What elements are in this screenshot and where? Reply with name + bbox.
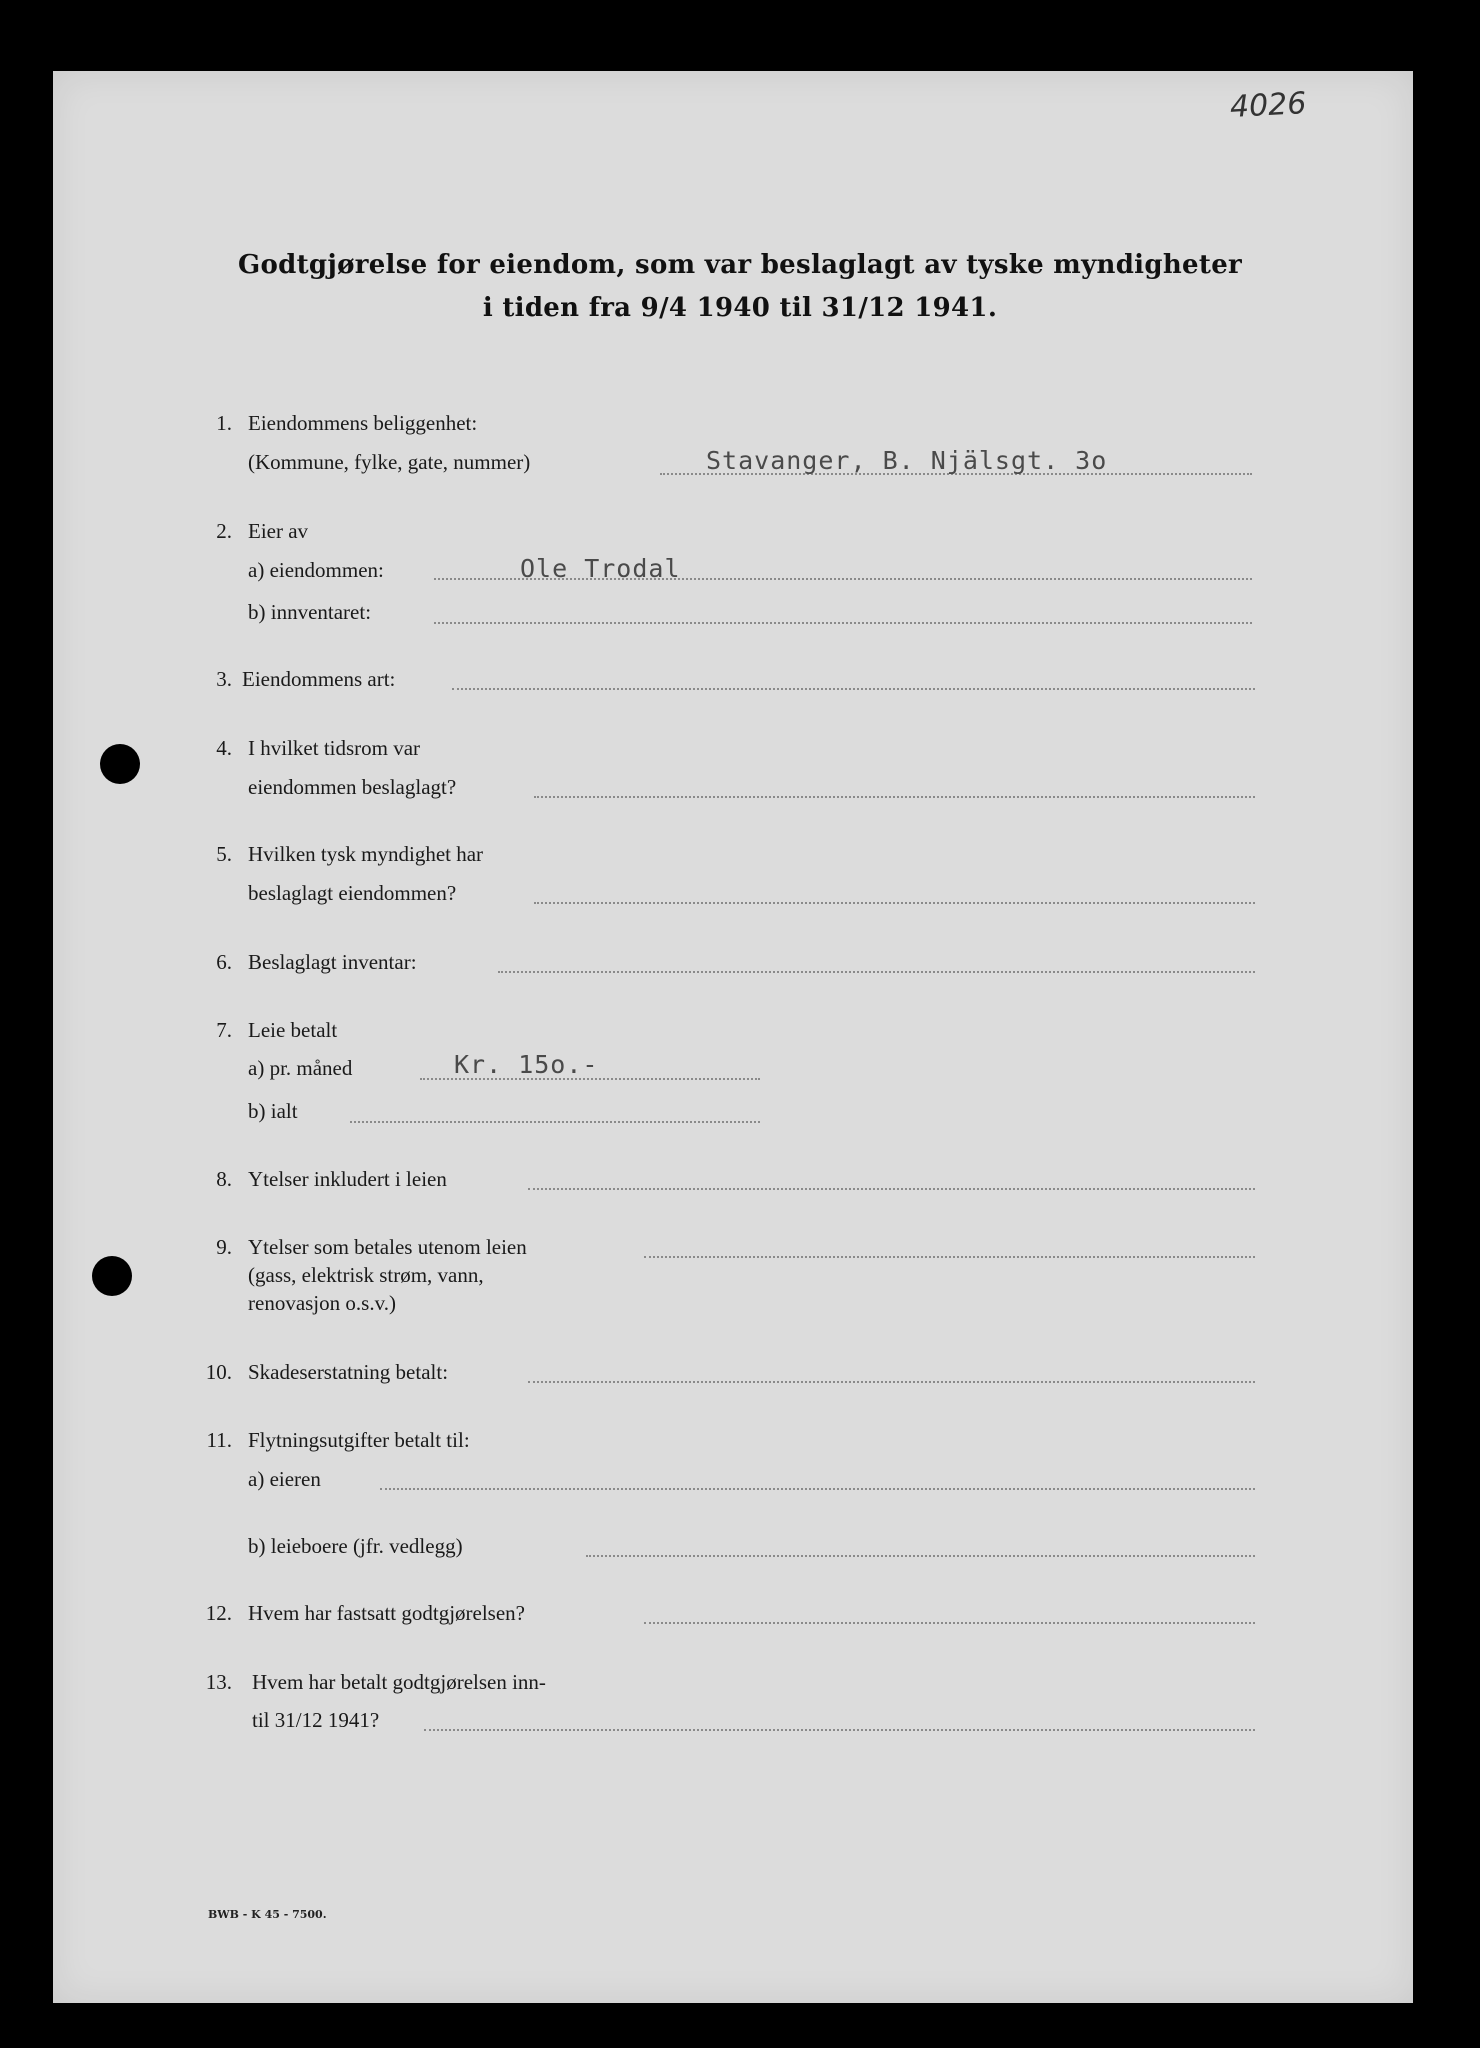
item-10-number: 10. xyxy=(205,1360,232,1384)
item-3-answer-line xyxy=(452,688,1255,690)
item-4-label: I hvilket tidsrom var xyxy=(248,736,421,760)
item-6-answer-line xyxy=(498,971,1255,973)
item-3-number: 3. xyxy=(216,667,232,691)
form-title-line2: i tiden fra 9/4 1940 til 31/12 1941. xyxy=(482,293,998,323)
item-10-label: Skadeserstatning betalt: xyxy=(248,1360,449,1384)
item-11b-answer-line xyxy=(586,1555,1255,1557)
item-4-answer-line xyxy=(534,796,1255,798)
item-3-label: Eiendommens art: xyxy=(242,667,396,691)
punch-hole-top xyxy=(100,744,140,784)
item-6-label: Beslaglagt inventar: xyxy=(248,950,417,974)
item-5-sublabel: beslaglagt eiendommen? xyxy=(248,881,457,905)
item-13-sublabel: til 31/12 1941? xyxy=(252,1708,380,1732)
item-4-sublabel: eiendommen beslaglagt? xyxy=(248,775,457,799)
item-1-number: 1. xyxy=(216,411,232,435)
item-8-label: Ytelser inkludert i leien xyxy=(248,1167,447,1191)
item-2b-label: b) innventaret: xyxy=(248,600,372,624)
item-11-label: Flytningsutgifter betalt til: xyxy=(248,1428,470,1452)
item-5-label: Hvilken tysk myndighet har xyxy=(248,842,484,866)
item-11-number: 11. xyxy=(206,1428,232,1452)
item-8-number: 8. xyxy=(216,1167,232,1191)
item-7b-label: b) ialt xyxy=(248,1099,298,1123)
item-10-answer-line xyxy=(528,1381,1255,1383)
item-9-number: 9. xyxy=(216,1235,232,1259)
item-2-label: Eier av xyxy=(248,519,309,543)
item-9-sublabel-2: renovasjon o.s.v.) xyxy=(248,1291,396,1315)
item-2a-answer: Ole Trodal xyxy=(520,554,681,583)
item-2a-label: a) eiendommen: xyxy=(248,558,384,582)
item-2-number: 2. xyxy=(216,519,232,543)
item-1-answer: Stavanger, B. Njälsgt. 3o xyxy=(706,446,1108,475)
item-12-label: Hvem har fastsatt godtgjørelsen? xyxy=(248,1601,525,1625)
item-7a-answer: Kr. 15o.- xyxy=(454,1050,599,1079)
form-title-line1: Godtgjørelse for eiendom, som var beslaglagt av tyske myndigheter xyxy=(237,250,1243,280)
item-5-number: 5. xyxy=(216,842,232,866)
form-print-code: BWB - K 45 - 7500. xyxy=(208,1908,327,1921)
item-1-label: Eiendommens beliggenhet: xyxy=(248,411,478,435)
item-8-answer-line xyxy=(528,1188,1255,1190)
item-9-label: Ytelser som betales utenom leien xyxy=(248,1235,527,1259)
archive-number: 4026 xyxy=(1229,86,1308,125)
item-12-answer-line xyxy=(644,1622,1255,1624)
item-13-answer-line xyxy=(424,1729,1255,1731)
item-1-sublabel: (Kommune, fylke, gate, nummer) xyxy=(248,450,531,474)
item-11b-label: b) leieboere (jfr. vedlegg) xyxy=(248,1534,463,1558)
item-7-number: 7. xyxy=(216,1018,232,1042)
item-7b-answer-line xyxy=(350,1121,760,1123)
item-2b-answer-line xyxy=(434,622,1252,624)
item-4-number: 4. xyxy=(216,736,232,760)
item-5-answer-line xyxy=(534,902,1255,904)
item-11a-answer-line xyxy=(380,1488,1255,1490)
item-9-answer-line xyxy=(644,1256,1255,1258)
item-12-number: 12. xyxy=(205,1601,232,1625)
item-11a-label: a) eieren xyxy=(248,1467,321,1491)
item-9-sublabel-1: (gass, elektrisk strøm, vann, xyxy=(248,1263,484,1287)
item-6-number: 6. xyxy=(216,950,232,974)
item-13-number: 13. xyxy=(205,1670,232,1694)
item-13-label: Hvem har betalt godtgjørelsen inn- xyxy=(252,1670,546,1694)
item-7a-label: a) pr. måned xyxy=(248,1056,353,1080)
item-7-label: Leie betalt xyxy=(248,1018,338,1042)
punch-hole-bottom xyxy=(92,1256,132,1296)
